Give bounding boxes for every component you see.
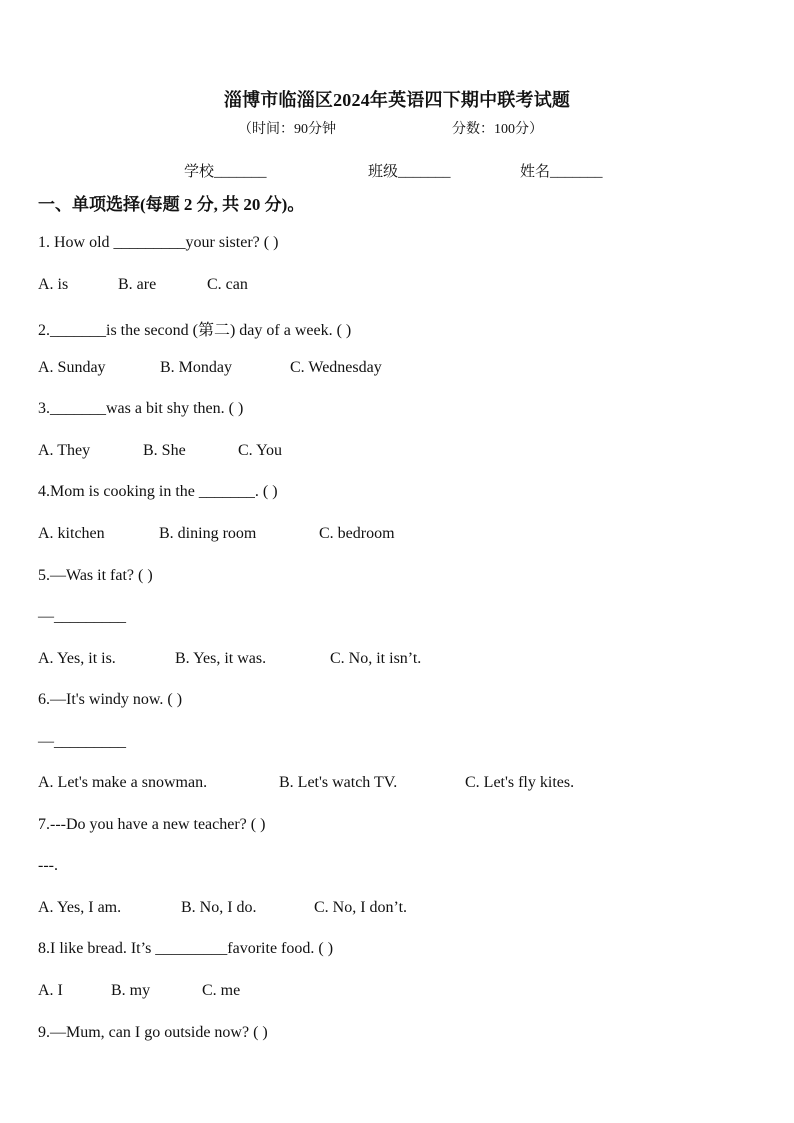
option-a: A. Yes, I am. <box>38 899 122 916</box>
option-c: C. Let's fly kites. <box>465 774 575 791</box>
option-b: B. Monday <box>160 359 232 376</box>
option-a: A. Yes, it is. <box>38 650 116 667</box>
class-label: 班级 <box>368 164 399 180</box>
option-c: C. me <box>202 982 241 999</box>
option-c: C. No, it isn’t. <box>330 650 422 667</box>
option-b: B. dining room <box>159 525 257 542</box>
option-b: B. Let's watch TV. <box>279 774 398 791</box>
section-heading: 一、单项选择(每题 2 分, 共 20 分)。 <box>38 195 305 214</box>
option-c: C. can <box>207 276 248 293</box>
question-stem: 7.---Do you have a new teacher? ( ) <box>38 816 266 833</box>
option-b: B. No, I do. <box>181 899 257 916</box>
class-field <box>368 160 451 181</box>
page-title: 淄博市临淄区2024年英语四下期中联考试题 <box>223 90 571 110</box>
answer-line: —_________ <box>38 733 126 750</box>
exam-time: （时间：90分钟 <box>238 122 336 137</box>
option-a: A. They <box>38 442 91 459</box>
question-stem: 5.—Was it fat? ( ) <box>38 567 153 584</box>
option-b: B. Yes, it was. <box>175 650 267 667</box>
question-stem: 9.—Mum, can I go outside now? ( ) <box>38 1024 268 1041</box>
question-stem: 8.I like bread. It’s _________favorite food. ( ) <box>38 940 334 957</box>
school-field <box>184 160 267 181</box>
option-c: C. Wednesday <box>290 359 382 376</box>
exam-score: 分数：100分） <box>452 122 543 137</box>
answer-line: —_________ <box>38 608 126 625</box>
class-blank: _______ <box>398 164 451 180</box>
name-label: 姓名 <box>520 164 551 180</box>
question-stem: 3._______was a bit shy then. ( ) <box>38 400 244 417</box>
question-stem: 6.—It's windy now. ( ) <box>38 691 183 708</box>
name-blank: _______ <box>550 164 603 180</box>
option-a: A. Let's make a snowman. <box>38 774 208 791</box>
option-a: A. I <box>38 982 63 999</box>
option-a: A. kitchen <box>38 525 105 542</box>
option-b: B. She <box>143 442 186 459</box>
option-b: B. are <box>118 276 157 293</box>
option-a: A. is <box>38 276 69 293</box>
question-stem: 1. How old _________your sister? ( ) <box>38 234 279 251</box>
option-c: C. You <box>238 442 283 459</box>
question-stem: 4.Mom is cooking in the _______. ( ) <box>38 483 278 500</box>
option-c: C. bedroom <box>319 525 395 542</box>
school-blank: _______ <box>214 164 267 180</box>
name-field <box>520 160 603 181</box>
option-a: A. Sunday <box>38 359 106 376</box>
question-stem: 2._______is the second (第二) day of a week. ( ) <box>38 322 352 339</box>
option-c: C. No, I don’t. <box>314 899 408 916</box>
school-label: 学校 <box>184 164 215 180</box>
answer-line: ---. <box>38 857 58 874</box>
option-b: B. my <box>111 982 151 999</box>
